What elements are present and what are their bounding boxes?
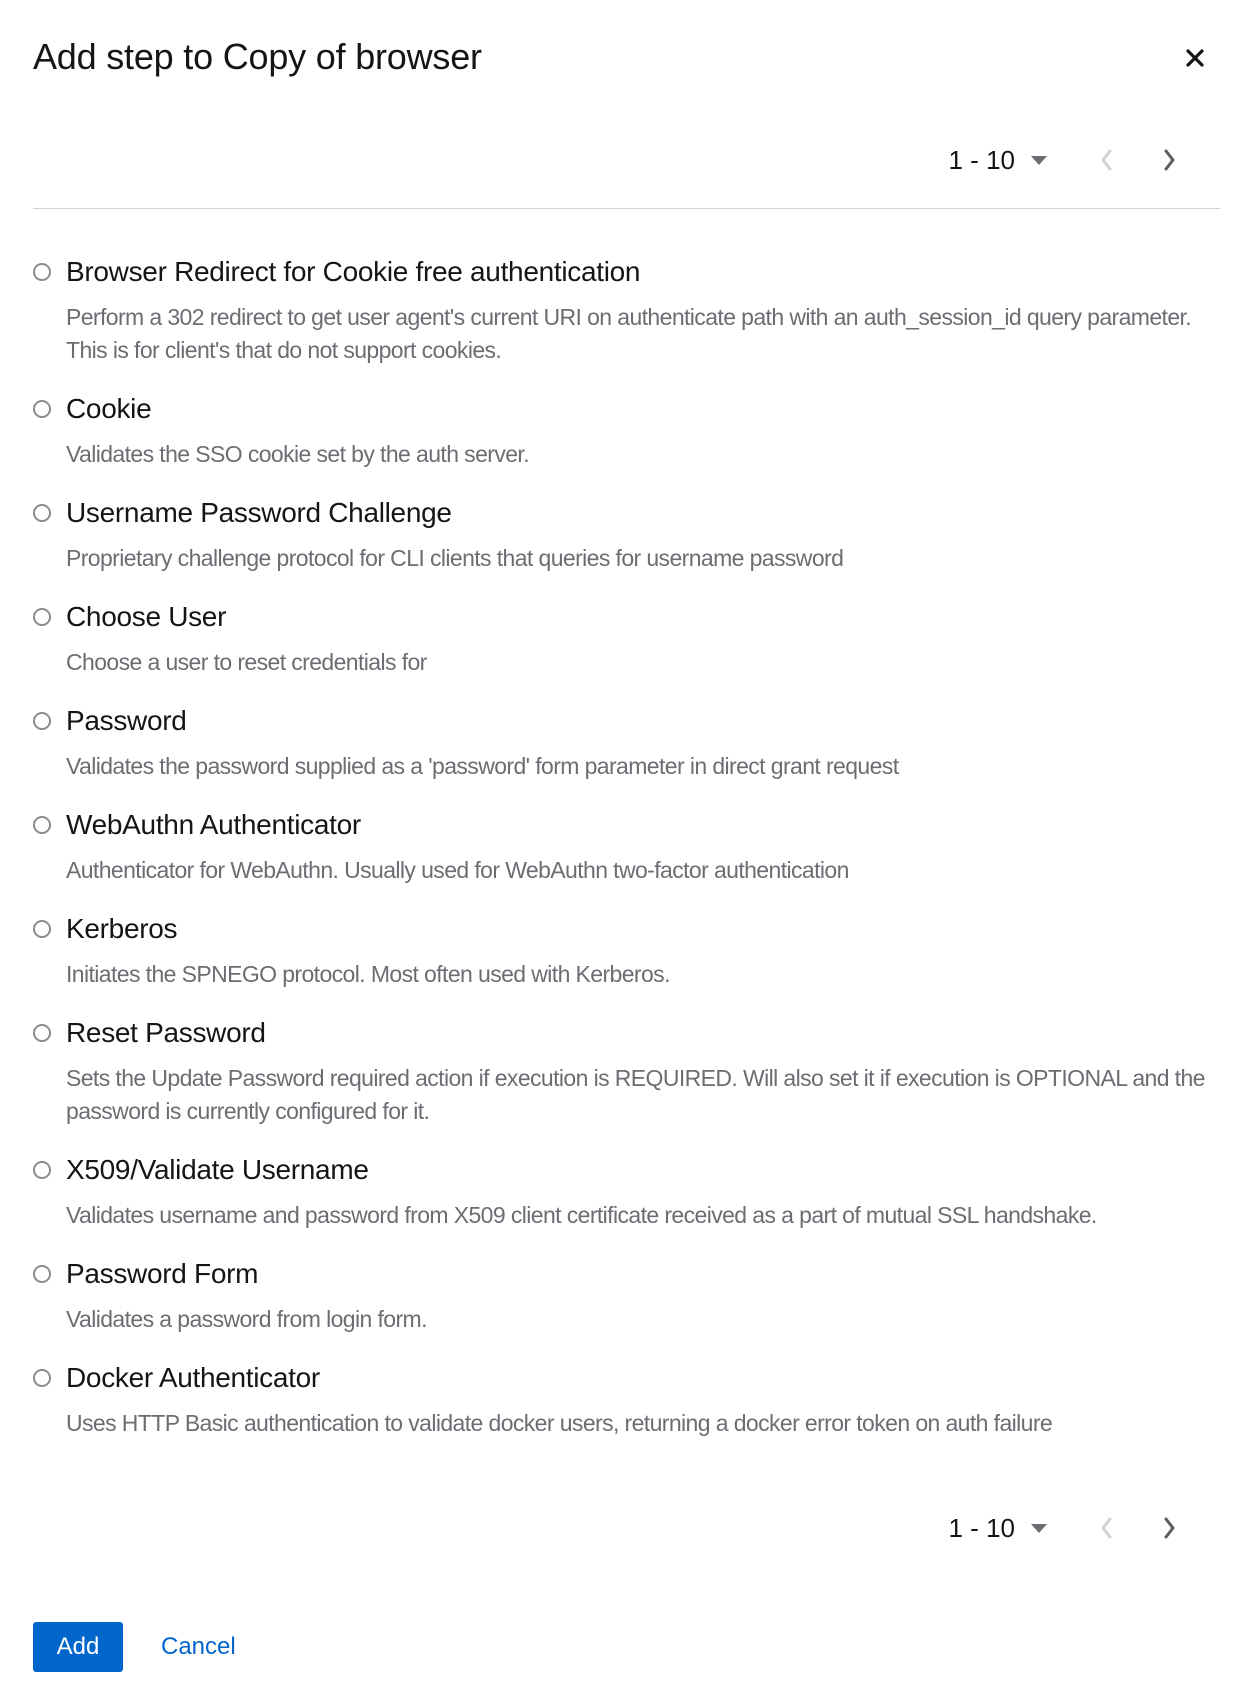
step-option[interactable] (33, 910, 1220, 991)
step-title: WebAuthn Authenticator (66, 809, 361, 840)
angle-right-icon (1162, 1515, 1178, 1541)
step-description: Validates username and password from X509 client certificate received as a part of mutual SSL handshake. (66, 1202, 1097, 1228)
step-option[interactable] (33, 806, 1220, 887)
prev-page-button[interactable] (1093, 1513, 1119, 1543)
step-description: Authenticator for WebAuthn. Usually used for WebAuthn two-factor authentication (66, 857, 849, 883)
step-description: Validates the SSO cookie set by the auth server. (66, 441, 529, 467)
pagination-range-toggle[interactable] (949, 1513, 1048, 1544)
step-description: Perform a 302 redirect to get user agent's current URI on authenticate path with an auth_session_id query parameter. This is for client's that do not support cookies. (66, 304, 1192, 363)
pagination-range-label: 1 - 10 (948, 144, 1015, 175)
step-option[interactable] (33, 702, 1220, 783)
cancel-button[interactable]: Cancel (161, 1633, 236, 1660)
step-description: Validates the password supplied as a 'password' form parameter in direct grant request (66, 753, 899, 779)
step-option[interactable] (33, 390, 1220, 471)
angle-left-icon (1098, 147, 1114, 173)
step-radio-button[interactable] (33, 1369, 51, 1387)
step-radio-button[interactable] (33, 712, 51, 730)
step-option[interactable] (33, 1014, 1220, 1128)
step-title: Browser Redirect for Cookie free authentication (66, 256, 641, 287)
step-radio-button[interactable] (33, 504, 51, 522)
angle-left-icon (1098, 1515, 1114, 1541)
step-title: Password Form (66, 1258, 259, 1289)
pagination-range-label: 1 - 10 (948, 1512, 1015, 1543)
step-list (33, 209, 1220, 1463)
step-title: Cookie (66, 393, 152, 424)
step-title: Reset Password (66, 1017, 266, 1048)
pagination-bottom (949, 1506, 1184, 1550)
step-description: Choose a user to reset credentials for (66, 649, 427, 675)
caret-down-icon (1031, 156, 1047, 165)
step-radio-button[interactable] (33, 1024, 51, 1042)
angle-right-icon (1162, 147, 1178, 173)
next-page-button[interactable] (1157, 1513, 1183, 1543)
step-option[interactable] (33, 253, 1220, 367)
step-title: Username Password Challenge (66, 497, 452, 528)
step-title: Choose User (66, 601, 227, 632)
step-option[interactable] (33, 1359, 1220, 1440)
step-description: Proprietary challenge protocol for CLI clients that queries for username password (66, 545, 844, 571)
next-page-button[interactable] (1157, 145, 1183, 175)
step-description: Uses HTTP Basic authentication to validate docker users, returning a docker error token on auth failure (66, 1410, 1053, 1436)
step-description: Sets the Update Password required action if execution is REQUIRED. Will also set it if execution is OPTIONAL and the password is currently configured for it. (66, 1065, 1205, 1124)
pagination-top (949, 138, 1184, 182)
modal-title: Add step to Copy of browser (33, 36, 482, 77)
step-radio-button[interactable] (33, 608, 51, 626)
step-title: X509/Validate Username (66, 1154, 369, 1185)
step-description: Initiates the SPNEGO protocol. Most often used with Kerberos. (66, 961, 670, 987)
step-title: Password (66, 705, 187, 736)
step-radio-button[interactable] (33, 400, 51, 418)
step-title: Kerberos (66, 913, 178, 944)
step-option[interactable] (33, 1151, 1220, 1232)
close-icon (1185, 48, 1205, 68)
step-title: Docker Authenticator (66, 1362, 320, 1393)
step-radio-button[interactable] (33, 263, 51, 281)
close-button[interactable] (1173, 36, 1217, 80)
step-description: Validates a password from login form. (66, 1306, 427, 1332)
step-option[interactable] (33, 494, 1220, 575)
step-radio-button[interactable] (33, 1161, 51, 1179)
step-option[interactable] (33, 1255, 1220, 1336)
step-option[interactable] (33, 598, 1220, 679)
step-radio-button[interactable] (33, 920, 51, 938)
step-radio-button[interactable] (33, 1265, 51, 1283)
caret-down-icon (1031, 1524, 1047, 1533)
modal-footer (33, 1622, 236, 1672)
step-radio-button[interactable] (33, 816, 51, 834)
prev-page-button[interactable] (1093, 145, 1119, 175)
pagination-range-toggle[interactable] (949, 145, 1048, 176)
add-button[interactable]: Add (33, 1622, 123, 1672)
